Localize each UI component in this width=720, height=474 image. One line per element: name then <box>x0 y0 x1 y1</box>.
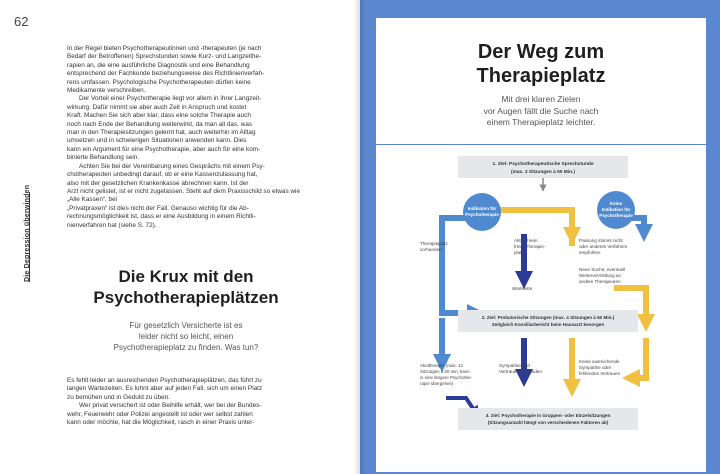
paragraph-2: Der Vorteil einer Psychotherapie liegt vor allem in ihrer Langzeit- wirkung. Dafür nimmt sie aber auch Zeit in Anspruch und kostet Kraft. Machen Sie sich aber klar, dass eine solche Therapie auch noch nach Ende der Behandlung weiterwirkt, da man all das, was man in den Therapiesitzungen gelernt hat, auch weiterhin im Alltag umsetzen und in schwierigen Situationen anwenden kann. Dies kann ein Argument für eine Psychotherapie, aber auch für eine kom- binierte Behandlung sein. <box>67 95 262 162</box>
infobox-lead: Mit drei klaren Zielen vor Augen fällt die Suche nach einem Therapieplatz leichter. <box>483 94 599 127</box>
intro-text <box>67 45 307 230</box>
label-keine-2: Sympathie oder <box>579 365 612 370</box>
label-warteliste: Warteliste <box>512 286 533 291</box>
page-number: 62 <box>14 14 29 29</box>
label-suche-2: Weitervermittlung an <box>579 273 622 278</box>
label-akut-1: Akuttherapie (max. 12 <box>420 363 463 368</box>
path-to-goal2-left <box>442 218 476 313</box>
circle-keine-line-3: Psychotherapie <box>599 213 633 218</box>
label-suche-1: Neue Suche; eventuell <box>579 267 626 272</box>
goal-2-line-1: 2. Ziel: Probatorische Sitzungen (max. 4 Sitzungen à 50 Min.) <box>481 315 615 320</box>
label-aktuell-1: Aktuell kein <box>514 238 538 243</box>
label-akut-3: in eine längere Psychothe- <box>420 375 472 380</box>
goal-2-line-2: Zeitgleich Konsiliarbericht beim Hausarzt besorgen <box>491 322 605 327</box>
infobox-heading: Der Weg zum Therapieplatz <box>476 41 606 87</box>
goal-3-line-2: (Sitzungsanzahl hängt von verschiedenen Faktoren ab) <box>487 420 609 425</box>
paragraph-5: Wer privat versichert ist oder Beihilfe erhält, wer bei der Bundes- wehr, Feuerwehr oder Polizei angestellt ist oder wer selbst zahlen kann oder möchte, hat die Möglichkeit, rasch in einer Praxis unter- <box>67 402 262 427</box>
label-akut-4: rapie übergehen) <box>420 381 454 386</box>
section-heading: Die Krux mit den Psychotherapieplätzen <box>93 267 279 307</box>
circle-keine-line-2: Indikation für <box>601 207 631 212</box>
goal-3-box <box>458 408 638 430</box>
chapter-side-label: Die Depression überwinden <box>24 184 31 282</box>
circle-indikation-line-1: Indikation für <box>467 206 497 211</box>
circle-keine-line-1: Keine <box>609 201 623 206</box>
section-text <box>67 377 307 427</box>
goal-1-line-2: (max. 3 Sitzungen à 50 Min.) <box>511 170 575 175</box>
paragraph-3: Achten Sie bei der Vereinbarung eines Gesprächs mit einem Psy- chotherapeuten unbedingt darauf, ob er eine Kassenzulassung hat, also mit der gesetzlichen Krankenkasse abrechnen kann. Ist der Arzt nicht gelistet, ist er nicht zugelassen. Steht auf dem Praxisschild so etwas wie „Alle Kassen“, bei „Privatpraxen“ ist dies nicht der Fall. Genauso wichtig für die Ab- rechnungsmöglichkeit ist, dass er eine Ausbildung in einem Richtli- nienverfahren hat (siehe S. 72). <box>67 162 301 229</box>
label-keine-3: fehlendes Vertrauen <box>579 371 621 376</box>
label-sympathie-1: Sympathie und <box>499 363 530 368</box>
label-aktuell-2: freier Therapie- <box>514 244 546 249</box>
label-passung-2: oder anderes Verfahren <box>579 244 628 249</box>
label-keine-1: Keine ausreichende <box>579 359 620 364</box>
book-gutter <box>355 0 365 474</box>
label-platz-1: Therapieplatz <box>420 241 448 246</box>
label-platz-2: vorhanden <box>420 247 442 252</box>
label-passung-1: Passung stimmt nicht <box>579 238 623 243</box>
path-aktuell <box>498 210 572 236</box>
label-suche-3: andere Therapeuten <box>579 279 621 284</box>
label-akut-2: Sitzungen à 50 min; kann <box>420 369 470 374</box>
paragraph-4: Es fehlt leider an ausreichenden Psychotherapieplätzen, das führt zu langen Wartezeiten. Es lohnt aber auf jeden Fall, sich um einen Platz zu bemühen und in Geduld zu üben. <box>67 377 263 401</box>
circle-indikation-line-2: Psychotherapie <box>465 212 499 217</box>
goal-3-line-1: 3. Ziel: Psychotherapie in Gruppen- oder Einzelsitzungen <box>485 413 611 418</box>
label-sympathie-2: Vertrauen vorhanden <box>499 369 542 374</box>
path-loop-back <box>631 338 646 378</box>
section-lead: Für gesetzlich Versicherte ist es leider nicht so leicht, einen Psychotherapieplatz zu finden. Was tun? <box>113 321 259 352</box>
goal-1-line-1: 1. Ziel: Psychotherapeutische Sprechstunde <box>492 162 594 167</box>
paragraph-1: In der Regel bieten Psychotherapeutinnen und -therapeuten (je nach Bedarf der Betroffenen) Sprechstunden sowie Kurz- und Langzeithe- rapien an, die eine ausführliche Diagnostik und eine Behandlung entsprechend der Fachkunde beziehungsweise des Richtlinienverfah- rens umfassen. Psychologische Psychotherapeuten dürfen keine Medikamente verschreiben. <box>67 45 265 95</box>
goal-2-box <box>458 310 638 332</box>
flowchart <box>376 18 706 472</box>
infobox-card <box>376 18 706 472</box>
label-passung-3: empfohlen <box>579 250 601 255</box>
label-aktuell-3: platz <box>514 250 524 255</box>
